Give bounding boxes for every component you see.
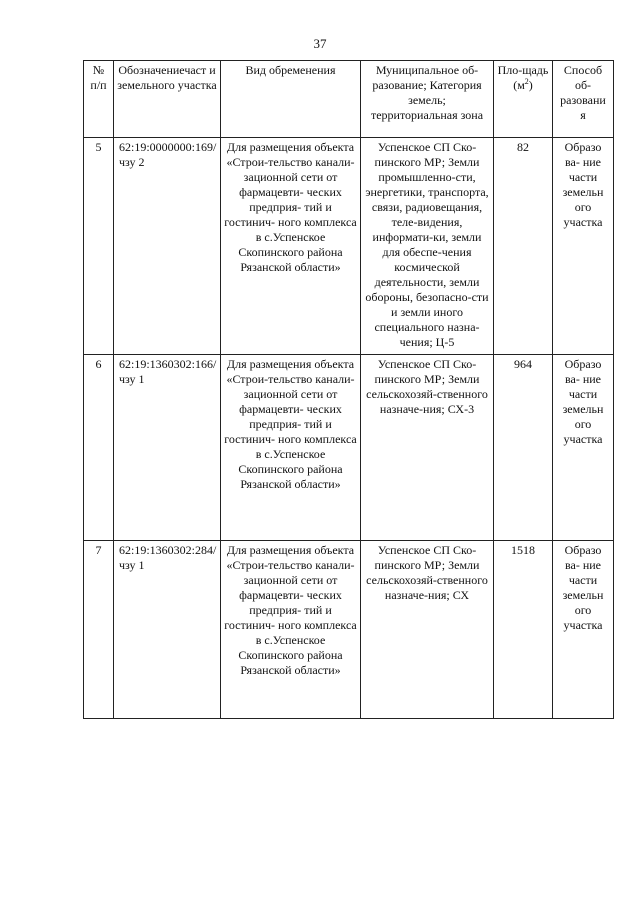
header-encumbrance: Вид обременения <box>221 61 361 138</box>
row-municipality: Успенское СП Ско-пинского МР; Земли сельскохозяй-ственного назначе-ния; СХ <box>361 541 494 719</box>
row-designation: 62:19:1360302:166/чзу 1 <box>114 355 221 541</box>
header-area-label: Пло-щадь <box>497 63 549 77</box>
header-area-unit-suffix: ) <box>528 78 533 92</box>
header-area-unit-prefix: (м <box>513 78 525 92</box>
row-encumbrance: Для размещения объекта «Строи-тельство канали-зационной сети от фармацевти- ческих предприя- тий и гостинич- ного комплекса в с.Успенское Скопинского района Рязанской области» <box>221 138 361 355</box>
table-row <box>84 541 614 719</box>
header-municipality: Муниципальное об-разование; Категория земель; территориальная зона <box>361 61 494 138</box>
header-num: № п/п <box>84 61 114 138</box>
row-method: Образо ва- ние части земельн ого участка <box>553 355 614 541</box>
table-header-row <box>84 61 614 138</box>
row-designation: 62:19:0000000:169/чзу 2 <box>114 138 221 355</box>
page-number: 37 <box>313 36 327 51</box>
table-row <box>84 355 614 541</box>
row-area: 964 <box>494 355 553 541</box>
row-area: 1518 <box>494 541 553 719</box>
row-encumbrance: Для размещения объекта «Строи-тельство канали-зационной сети от фармацевти- ческих предприя- тий и гостинич- ного комплекса в с.Успенское Скопинского района Рязанской области» <box>221 355 361 541</box>
table-row <box>84 138 614 355</box>
header-area <box>494 61 553 138</box>
row-designation: 62:19:1360302:284/чзу 1 <box>114 541 221 719</box>
encumbrance-table <box>83 60 614 719</box>
row-area: 82 <box>494 138 553 355</box>
row-method: Образо ва- ние части земельн ого участка <box>553 541 614 719</box>
row-municipality: Успенское СП Ско-пинского МР; Земли промышленно-сти, энергетики, транспорта, связи, радиовещания, теле-видения, информати-ки, земли для обеспе-чения космической деятельности, земли обороны, безопасно-сти и земли иного специального назна-чения; Ц-5 <box>361 138 494 355</box>
header-area-unit-exp: 2 <box>524 77 529 86</box>
row-municipality: Успенское СП Ско-пинского МР; Земли сельскохозяй-ственного назначе-ния; СХ-3 <box>361 355 494 541</box>
header-designation: Обозначениечаст и земельного участка <box>114 61 221 138</box>
header-method: Способ об-разовани я <box>553 61 614 138</box>
row-num: 6 <box>84 355 114 541</box>
row-num: 7 <box>84 541 114 719</box>
row-num: 5 <box>84 138 114 355</box>
row-method: Образо ва- ние части земельн ого участка <box>553 138 614 355</box>
row-encumbrance: Для размещения объекта «Строи-тельство канали-зационной сети от фармацевти- ческих предприя- тий и гостинич- ного комплекса в с.Успенское Скопинского района Рязанской области» <box>221 541 361 719</box>
